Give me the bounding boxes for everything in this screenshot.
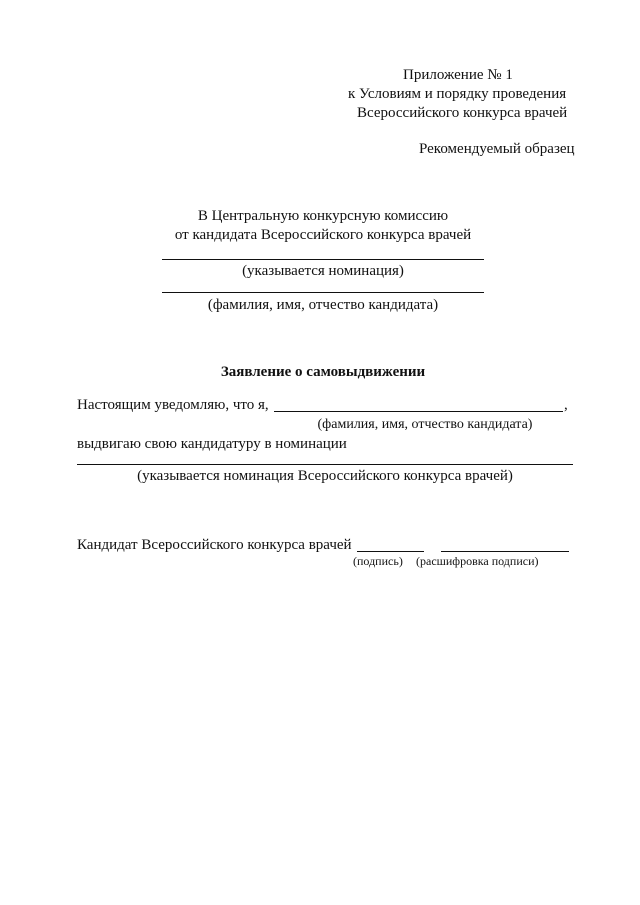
appendix-number: Приложение № 1 (403, 67, 513, 83)
body-nomination-blank-line[interactable] (77, 464, 573, 465)
appendix-reference: к Условиям и порядку проведения (348, 86, 567, 102)
body-name-caption: (фамилия, имя, отчество кандидата) (317, 417, 533, 432)
notify-text: Настоящим уведомляю, что я, (77, 397, 269, 413)
nomination-blank-line[interactable] (162, 259, 484, 260)
nomination-caption: (указывается номинация) (242, 263, 404, 279)
nominate-text: выдвигаю свою кандидатуру в номинации (77, 436, 347, 452)
signature-decoding-blank-line[interactable] (441, 551, 569, 552)
document-title: Заявление о самовыдвижении (220, 364, 426, 380)
body-nomination-caption: (указывается номинация Всероссийского конкурса врачей) (137, 468, 513, 484)
candidate-name-blank-line[interactable] (162, 292, 484, 293)
addressee-commission: В Центральную конкурсную комиссию (197, 208, 449, 224)
signature-label: Кандидат Всероссийского конкурса врачей (77, 537, 352, 553)
addressee-from: от кандидата Всероссийского конкурса врачей (174, 227, 472, 243)
body-comma: , (564, 397, 568, 413)
signature-decoding-caption: (расшифровка подписи) (416, 554, 539, 568)
appendix-contest: Всероссийского конкурса врачей (357, 105, 568, 121)
sample-label: Рекомендуемый образец (419, 141, 575, 157)
body-name-blank-line[interactable] (274, 411, 563, 412)
signature-blank-line[interactable] (357, 551, 424, 552)
candidate-name-caption: (фамилия, имя, отчество кандидата) (207, 297, 439, 313)
signature-caption: (подпись) (353, 554, 403, 568)
